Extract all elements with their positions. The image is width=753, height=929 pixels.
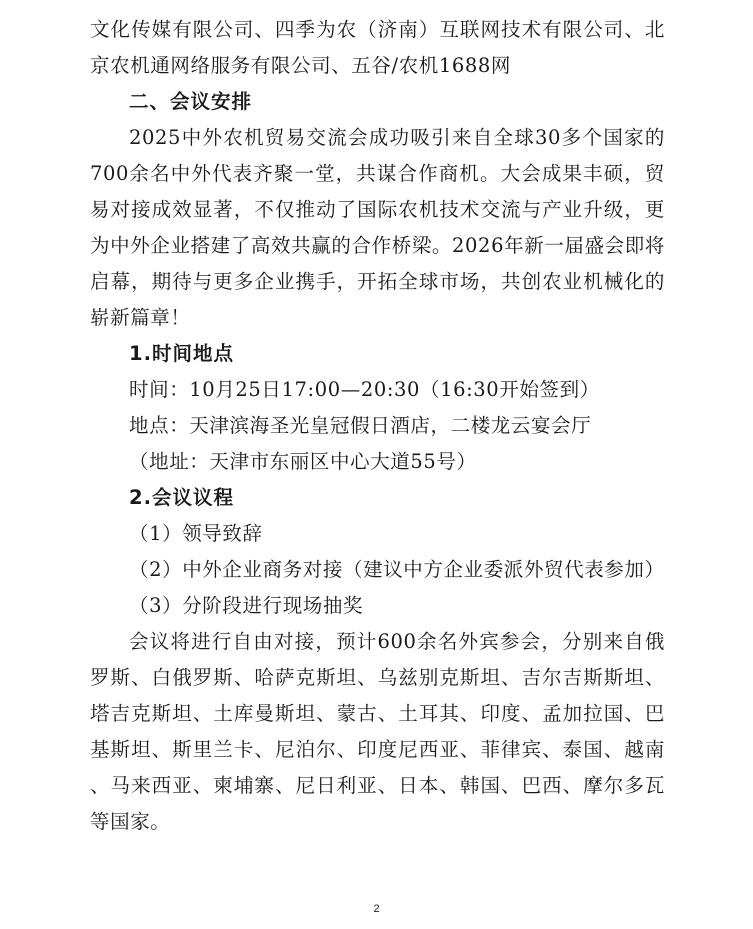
agenda-item: （3）分阶段进行现场抽奖: [129, 594, 364, 617]
arrangement-paragraph: [90, 120, 665, 336]
subheading-agenda: 2.会议议程: [129, 486, 234, 509]
paragraph-line: 、马来西亚、柬埔寨、尼日利亚、日本、韩国、巴西、摩尔多瓦: [90, 774, 665, 797]
page-number: 2: [373, 903, 380, 915]
agenda-paragraph: [90, 624, 665, 840]
paragraph-line: 700余名中外代表齐聚一堂，共谋合作商机。大会成果丰硕，贸: [90, 162, 665, 185]
agenda-item: （2）中外企业商务对接（建议中方企业委派外贸代表参加）: [129, 558, 665, 581]
paragraph-line: 崭新篇章！: [90, 306, 191, 329]
document-body: [90, 12, 665, 840]
paragraph-line: 基斯坦、斯里兰卡、尼泊尔、印度尼西亚、菲律宾、泰国、越南: [90, 738, 665, 761]
meeting-time: 时间：10月25日17:00—20:30（16:30开始签到）: [129, 378, 600, 401]
intro-line-2: 京农机通网络服务有限公司、五谷/农机1688网: [90, 54, 511, 77]
paragraph-line: 等国家。: [90, 810, 171, 833]
paragraph-line: 塔吉克斯坦、土库曼斯坦、蒙古、土耳其、印度、孟加拉国、巴: [90, 702, 665, 725]
meeting-address: （地址：天津市东丽区中心大道55号）: [129, 450, 477, 473]
section-heading-arrangement: 二、会议安排: [129, 90, 253, 113]
paragraph-line: 为中外企业搭建了高效共赢的合作桥梁。2026年新一届盛会即将: [90, 234, 665, 257]
meeting-place: 地点：天津滨海圣光皇冠假日酒店，二楼龙云宴会厅: [129, 414, 592, 437]
paragraph-line: 会议将进行自由对接，预计600余名外宾参会，分别来自俄: [129, 630, 665, 653]
agenda-item: （1）领导致辞: [129, 522, 263, 545]
paragraph-line: 易对接成效显著，不仅推动了国际农机技术交流与产业升级，更: [90, 198, 665, 221]
intro-line-1: 文化传媒有限公司、四季为农（济南）互联网技术有限公司、北: [90, 18, 665, 41]
paragraph-line: 2025中外农机贸易交流会成功吸引来自全球30多个国家的: [129, 126, 665, 149]
subheading-time-place: 1.时间地点: [129, 342, 234, 365]
paragraph-line: 启幕，期待与更多企业携手，开拓全球市场，共创农业机械化的: [90, 270, 665, 293]
paragraph-line: 罗斯、白俄罗斯、哈萨克斯坦、乌兹别克斯坦、吉尔吉斯斯坦、: [90, 666, 665, 689]
